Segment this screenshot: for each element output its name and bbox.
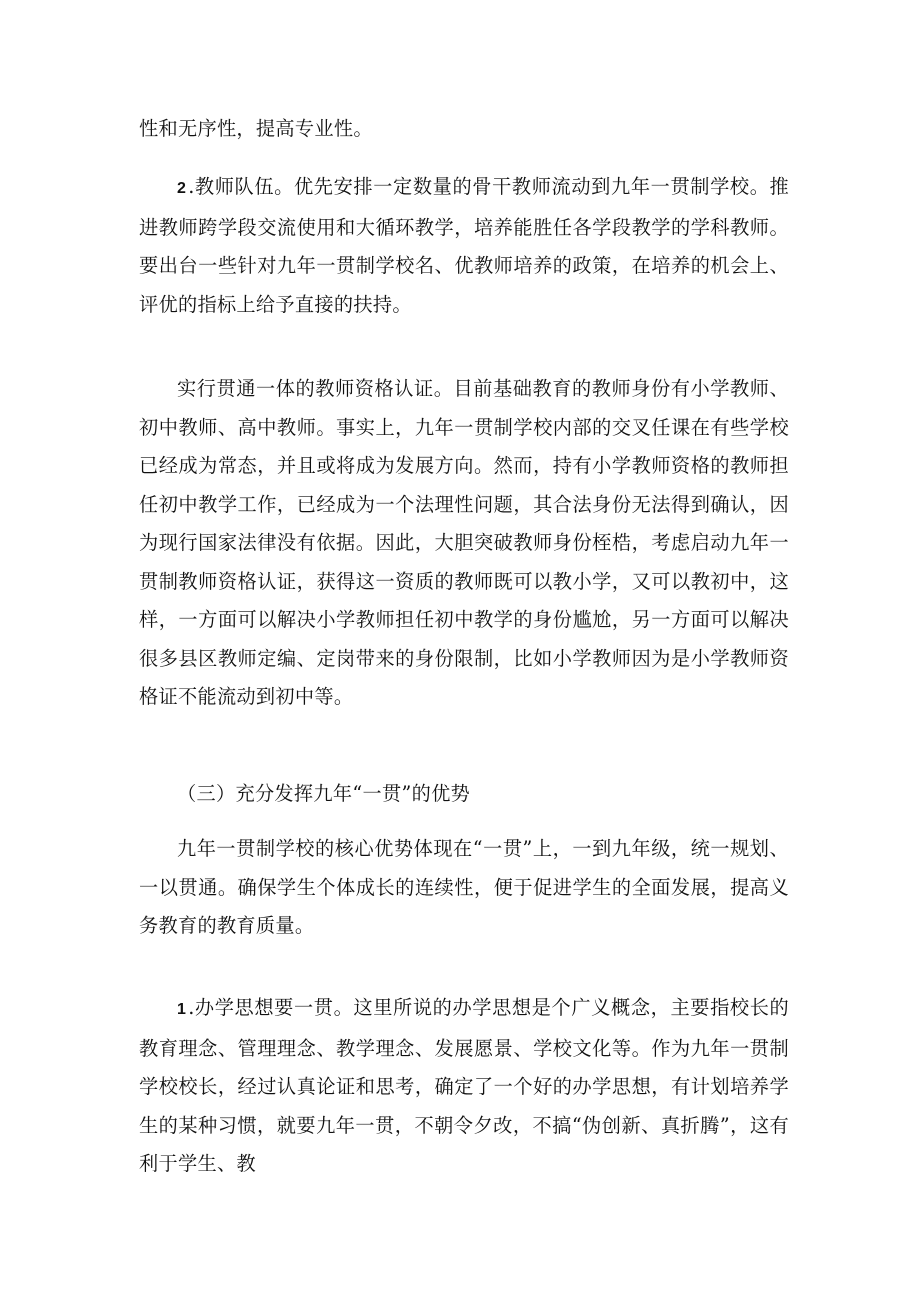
paragraph-continuation: 性和无序性，提高专业性。 (139, 117, 373, 140)
list-number: 1 (177, 1001, 187, 1018)
paragraph-school-philosophy (139, 989, 789, 1184)
paragraph-text: .教师队伍。优先安排一定数量的骨干教师流动到九年一贯制学校。推进教师跨学段交流使用和大循环教学，培养能胜任各学段教学的学科教师。要出台一些针对九年一贯制学校名、优教师培养的政策，在培养的机会上、评优的指标上给予直接的扶持。 (139, 175, 789, 316)
paragraph-text: .办学思想要一贯。这里所说的办学思想是个广义概念，主要指校长的教育理念、管理理念、教学理念、发展愿景、学校文化等。作为九年一贯制学校校长，经过认真论证和思考，确定了一个好的办学思想，有计划培养学生的某种习惯，就要九年一贯，不朝令夕改，不搞“伪创新、真折腾”，这有利于学生、教 (139, 996, 789, 1175)
section-heading: （三）充分发挥九年“一贯”的优势 (177, 782, 471, 805)
paragraph-teacher-team (139, 168, 789, 324)
paragraph-certification: 实行贯通一体的教师资格认证。目前基础教育的教师身份有小学教师、初中教师、高中教师。事实上，九年一贯制学校内部的交叉任课在有些学校已经成为常态，并且或将成为发展方向。然而，持有小学教师资格的教师担任初中教学工作，已经成为一个法理性问题，其合法身份无法得到确认，因为现行国家法律没有依据。因此，大胆突破教师身份桎梏，考虑启动九年一贯制教师资格认证，获得这一资质的教师既可以教小学，又可以教初中，这样，一方面可以解决小学教师担任初中教学的身份尴尬，另一方面可以解决很多县区教师定编、定岗带来的身份限制，比如小学教师因为是小学教师资格证不能流动到初中等。 (139, 377, 789, 708)
list-number: 2 (177, 180, 187, 197)
paragraph-core-advantage: 九年一贯制学校的核心优势体现在“一贯”上，一到九年级，统一规划、一以贯通。确保学生个体成长的连续性，便于促进学生的全面发展，提高义务教育的教育质量。 (139, 837, 789, 937)
